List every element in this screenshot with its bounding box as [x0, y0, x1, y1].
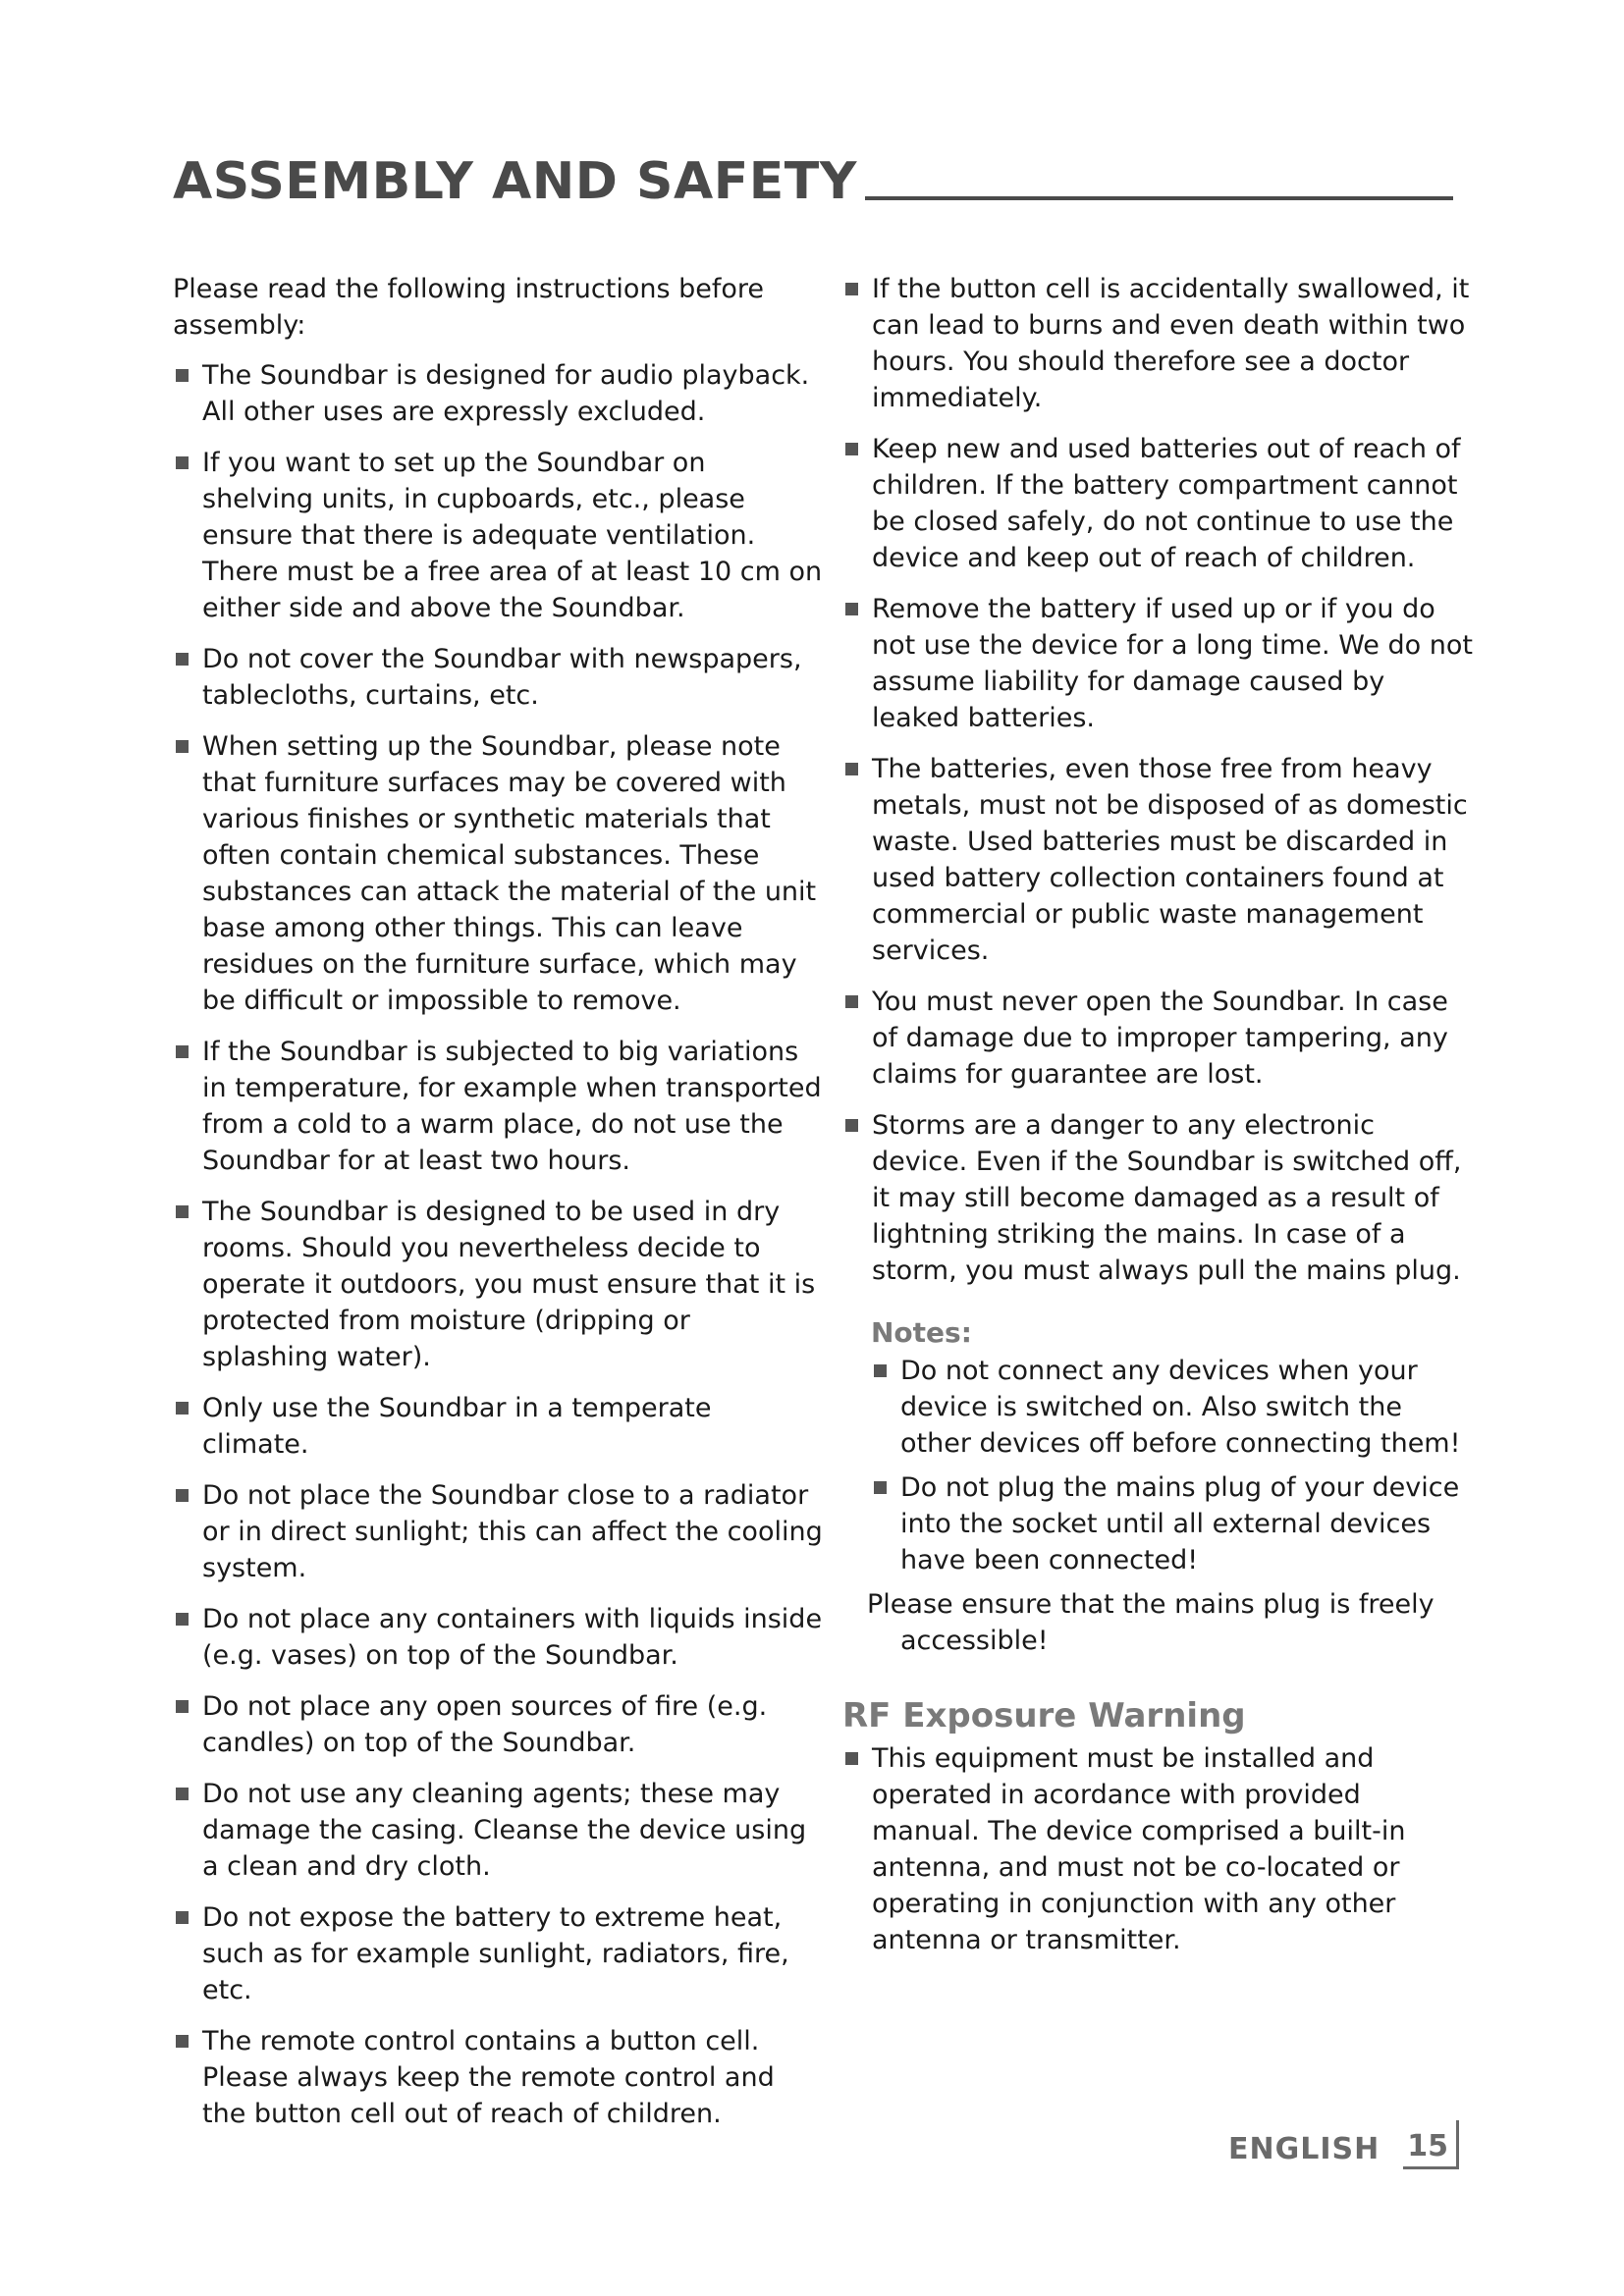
list-item — [842, 271, 1475, 416]
list-item — [173, 1477, 823, 1586]
list-item — [173, 1194, 823, 1375]
list-item-text: Do not place any open sources of fire (e.g. candles) on top of the Soundbar. — [202, 1691, 768, 1758]
bullet-square-icon — [874, 1481, 887, 1494]
list-item-text: Do not place any containers with liquids inside (e.g. vases) on top of the Soundbar. — [202, 1604, 823, 1671]
list-item-text: If the button cell is accidentally swallowed, it can lead to burns and even death within two hours. You should therefore see a doctor immediately. — [872, 274, 1470, 413]
list-item — [173, 1899, 823, 2008]
list-item — [173, 728, 823, 1019]
list-item-text: Do not expose the battery to extreme heat, such as for example sunlight, radiators, fire, etc. — [202, 1902, 789, 2005]
bullet-square-icon — [176, 456, 189, 469]
bullet-square-icon — [176, 1788, 189, 1800]
bullet-square-icon — [176, 1489, 189, 1502]
page-number: 15 — [1403, 2127, 1456, 2169]
bullet-square-icon — [176, 2035, 189, 2048]
page-footer — [1228, 2120, 1459, 2169]
note-item — [871, 1353, 1475, 1462]
list-item-text: Do not cover the Soundbar with newspapers, tablecloths, curtains, etc. — [202, 644, 802, 711]
bullet-square-icon — [845, 995, 858, 1008]
intro-text: Please read the following instructions before assembly: — [173, 274, 765, 341]
bullet-square-icon — [845, 603, 858, 615]
page-title: ASSEMBLY AND SAFETY — [173, 152, 857, 211]
bullet-square-icon — [176, 1911, 189, 1924]
list-item-text: The Soundbar is designed to be used in dry rooms. Should you nevertheless decide to operate it outdoors, you must ensure that it is protected from moisture (dripping or splashing water). — [202, 1197, 816, 1372]
title-rule — [865, 196, 1453, 200]
bullet-square-icon — [176, 1402, 189, 1415]
bullet-square-icon — [176, 369, 189, 382]
list-item — [842, 591, 1475, 736]
list-item — [173, 1390, 823, 1463]
list-item — [173, 1034, 823, 1179]
access-note: Please ensure that the mains plug is freely accessible! — [867, 1589, 1435, 1656]
left-bullet-list — [173, 357, 823, 2132]
bullet-square-icon — [845, 1752, 858, 1765]
list-item-text: When setting up the Soundbar, please note that furniture surfaces may be covered with various finishes or synthetic materials that often contain chemical substances. These substances can attack the material of the unit base among other things. This can leave residues on the furniture surface, which may be difficult or impossible to remove. — [202, 731, 817, 1016]
rf-exposure-heading: RF Exposure Warning — [842, 1696, 1246, 1735]
list-item-text: If the Soundbar is subjected to big variations in temperature, for example when transported from a cold to a warm place, do not use the Soundbar for at least two hours. — [202, 1037, 822, 1176]
list-item-text: The Soundbar is designed for audio playback. All other uses are expressly excluded. — [202, 360, 810, 427]
list-item — [173, 1601, 823, 1674]
list-item — [842, 984, 1475, 1093]
list-item-text: Storms are a danger to any electronic device. Even if the Soundbar is switched off, it may still become damaged as a result of lightning striking the mains. In case of a storm, you must always pull the mains plug. — [872, 1110, 1462, 1286]
list-item-text: You must never open the Soundbar. In case of damage due to improper tampering, any claims for guarantee are lost. — [872, 987, 1448, 1090]
list-item-text: The remote control contains a button cell. Please always keep the remote control and the button cell out of reach of children. — [202, 2026, 775, 2129]
right-bullet-list — [842, 271, 1475, 1289]
note-text: Do not plug the mains plug of your device into the socket until all external devices have been connected! — [900, 1472, 1460, 1575]
list-item — [173, 1688, 823, 1761]
list-item — [842, 1740, 1475, 1958]
list-item-text: The batteries, even those free from heavy metals, must not be disposed of as domestic waste. Used batteries must be discarded in used battery collection containers found at commercial or public waste management services. — [872, 754, 1468, 966]
list-item — [842, 751, 1475, 969]
title-row — [173, 147, 1453, 216]
list-item-text: Do not place the Soundbar close to a radiator or in direct sunlight; this can affect the cooling system. — [202, 1480, 823, 1583]
bullet-square-icon — [845, 283, 858, 295]
list-item-text: Remove the battery if used up or if you do not use the device for a long time. We do not assume liability for damage caused by leaked batteries. — [872, 594, 1473, 733]
list-item — [173, 445, 823, 626]
bullet-square-icon — [176, 1700, 189, 1713]
left-column — [173, 271, 823, 2147]
bullet-square-icon — [874, 1364, 887, 1377]
notes-list — [842, 1353, 1475, 1578]
notes-heading: Notes: — [871, 1316, 972, 1349]
list-item-text: Do not use any cleaning agents; these may damage the casing. Cleanse the device using a clean and dry cloth. — [202, 1779, 807, 1882]
bullet-square-icon — [845, 1119, 858, 1132]
list-item — [173, 641, 823, 714]
list-item — [173, 2023, 823, 2132]
note-item — [871, 1469, 1475, 1578]
bullet-square-icon — [176, 653, 189, 666]
note-text: Do not connect any devices when your device is switched on. Also switch the other devices off before connecting them! — [900, 1356, 1461, 1459]
list-item-text: This equipment must be installed and operated in acordance with provided manual. The device comprised a built-in antenna, and must not be co-located or operating in conjunction with any other antenna or transmitter. — [872, 1743, 1406, 1955]
list-item — [173, 357, 823, 430]
list-item — [842, 431, 1475, 576]
list-item-text: Keep new and used batteries out of reach of children. If the battery compartment cannot be closed safely, do not continue to use the device and keep out of reach of children. — [872, 434, 1461, 573]
bullet-square-icon — [176, 1045, 189, 1058]
bullet-square-icon — [845, 443, 858, 455]
footer-language: ENGLISH — [1228, 2132, 1380, 2166]
list-item — [842, 1107, 1475, 1289]
bullet-square-icon — [176, 1205, 189, 1218]
bullet-square-icon — [176, 740, 189, 753]
bullet-square-icon — [176, 1613, 189, 1626]
list-item — [173, 1776, 823, 1885]
footer-divider — [1456, 2120, 1459, 2169]
bullet-square-icon — [845, 763, 858, 775]
list-item-text: If you want to set up the Soundbar on shelving units, in cupboards, etc., please ensure that there is adequate ventilation. There must be a free area of at least 10 cm on either side and above the Soundbar. — [202, 448, 823, 623]
right-column — [842, 271, 1475, 1973]
rf-bullet-list — [842, 1740, 1475, 1958]
list-item-text: Only use the Soundbar in a temperate climate. — [202, 1393, 712, 1460]
